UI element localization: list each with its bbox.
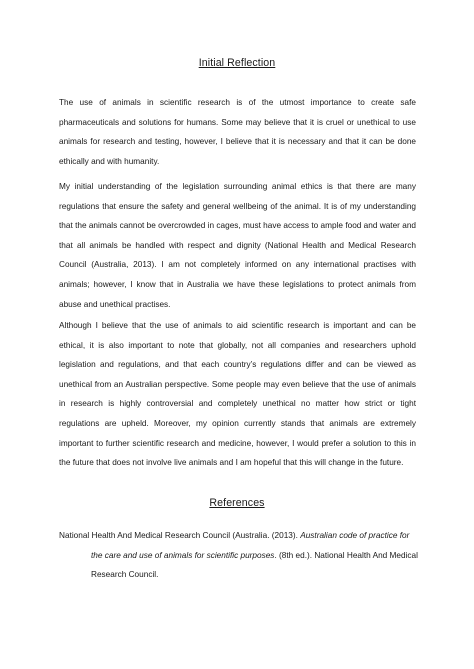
reference-prefix: National Health And Medical Research Council (Australia. (2013). [59,531,301,540]
paragraph-2: My initial understanding of the legislation surrounding animal ethics is that there are many regulations that ensure the safety and general wellbeing of the animal. It is of my understanding that the animals cannot be overcrowded in cages, must have access to ample food and water and that all animals be handled with respect and dignity (National Health and Medical Research Council (Australia, 2013). I am not completely informed on any international practises with animals; however, I know that in Australia we have these legislations to protect animals from abuse and unethical practises. [59,182,416,309]
paragraph-1: The use of animals in scientific research is of the utmost importance to create safe pharmaceuticals and solutions for humans. Some may believe that it is cruel or unethical to use animals for research and testing, however, I believe that it is necessary and that it can be done ethically and with humanity. [59,98,416,166]
paragraph-3: Although I believe that the use of animals to aid scientific research is important and can be ethical, it is also important to note that globally, not all companies and researchers uphold legislation and regulations, and that each country’s regulations differ and can be viewed as unethical from an Australian perspective. Some people may even believe that the use of animals in research is highly controversial and completely unethical no matter how strict or tight regulations are upheld. Moreover, my opinion currently stands that animals are extremely important to further scientific research and medicine, however, I would prefer a solution to this in the future that does not involve live animals and I am hopeful that this will change in the future. [59,321,416,468]
page-title: Initial Reflection [198,57,276,69]
reference-suffix: . (8th ed.). National Health And Medical Research Council. [91,550,418,580]
reference-entry [59,526,421,585]
references-heading: References [209,497,265,509]
reference-title: Australian code of practice for the care and use of animals for scientific purposes [91,531,410,560]
